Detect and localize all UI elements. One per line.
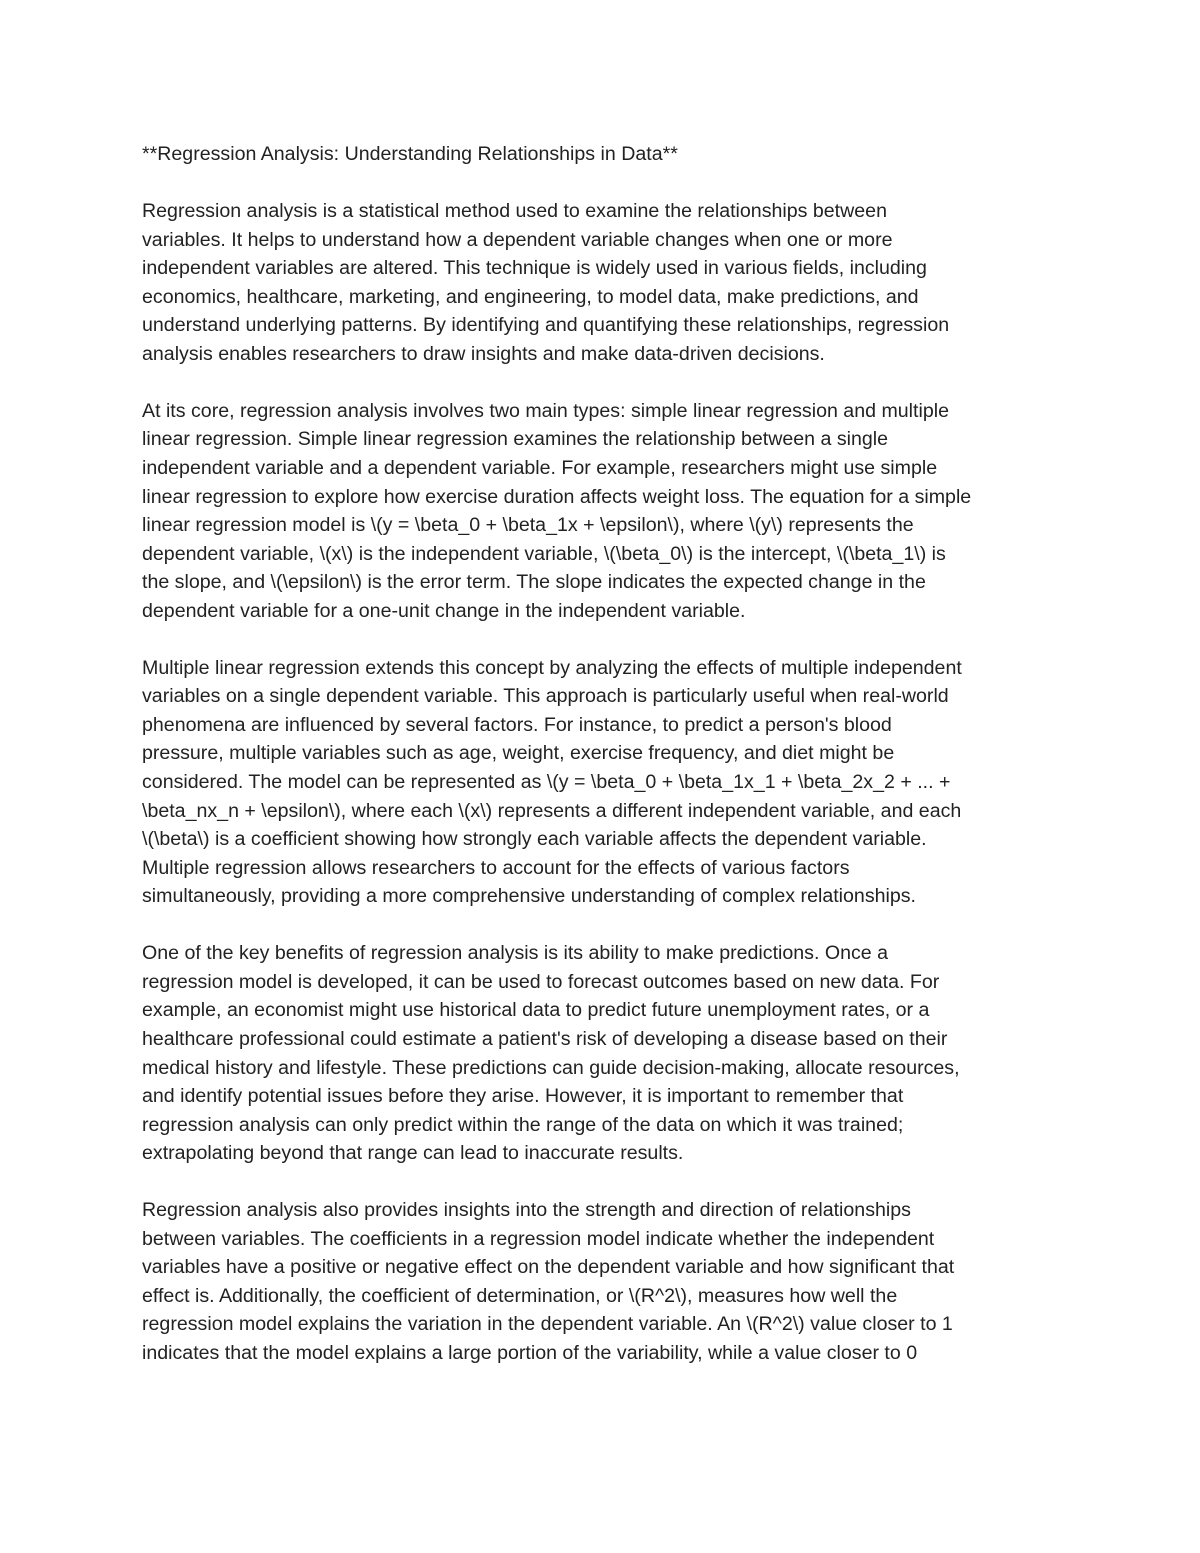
paragraph-multiple-regression xyxy=(142,654,1062,911)
text-line: effect is. Additionally, the coefficient of determination, or \(R^2\), measures how well the xyxy=(142,1284,898,1307)
paragraph-insights xyxy=(142,1196,1062,1367)
text-line: Multiple linear regression extends this concept by analyzing the effects of multiple independent xyxy=(142,656,962,679)
text-line: considered. The model can be represented as \(y = \beta_0 + \beta_1x_1 + \beta_2x_2 + ... + xyxy=(142,771,951,794)
text-line: variables have a positive or negative effect on the dependent variable and how significant that xyxy=(142,1256,955,1279)
text-line: example, an economist might use historical data to predict future unemployment rates, or a xyxy=(142,999,930,1022)
text-line: understand underlying patterns. By identifying and quantifying these relationships, regression xyxy=(142,314,950,337)
text-line: economics, healthcare, marketing, and engineering, to model data, make predictions, and xyxy=(142,285,919,308)
document-body xyxy=(142,140,1062,1396)
text-line: indicates that the model explains a large portion of the variability, while a value closer to 0 xyxy=(142,1341,918,1364)
text-line: simultaneously, providing a more comprehensive understanding of complex relationships. xyxy=(142,885,917,908)
text-line: linear regression. Simple linear regression examines the relationship between a single xyxy=(142,428,889,451)
paragraph-intro xyxy=(142,197,1062,368)
text-line: independent variable and a dependent variable. For example, researchers might use simple xyxy=(142,457,938,480)
text-line: Regression analysis is a statistical method used to examine the relationships between xyxy=(142,200,887,223)
text-line: analysis enables researchers to draw insights and make data-driven decisions. xyxy=(142,342,825,365)
text-line: \(\beta\) is a coefficient showing how strongly each variable affects the dependent variable. xyxy=(142,828,927,851)
text-line: healthcare professional could estimate a patient's risk of developing a disease based on their xyxy=(142,1027,948,1050)
text-line: linear regression model is \(y = \beta_0 + \beta_1x + \epsilon\), where \(y\) represents the xyxy=(142,514,914,537)
text-line: medical history and lifestyle. These predictions can guide decision-making, allocate resources, xyxy=(142,1056,960,1079)
text-line: the slope, and \(\epsilon\) is the error term. The slope indicates the expected change in the xyxy=(142,571,926,594)
text-line: dependent variable for a one-unit change in the independent variable. xyxy=(142,599,746,622)
text-line: At its core, regression analysis involves two main types: simple linear regression and multiple xyxy=(142,399,949,422)
text-line: regression model explains the variation in the dependent variable. An \(R^2\) value closer to 1 xyxy=(142,1313,953,1336)
text-line: dependent variable, \(x\) is the independent variable, \(\beta_0\) is the intercept, \(\beta_1\) is xyxy=(142,542,946,565)
text-line: \beta_nx_n + \epsilon\), where each \(x\) represents a different independent variable, and each xyxy=(142,799,962,822)
text-line: linear regression to explore how exercise duration affects weight loss. The equation for a simple xyxy=(142,485,972,508)
text-line: One of the key benefits of regression analysis is its ability to make predictions. Once a xyxy=(142,942,889,965)
text-line: Multiple regression allows researchers to account for the effects of various factors xyxy=(142,856,850,879)
text-line: variables. It helps to understand how a dependent variable changes when one or more xyxy=(142,228,893,251)
text-line: regression analysis can only predict within the range of the data on which it was trained; xyxy=(142,1113,904,1136)
text-line: variables on a single dependent variable. This approach is particularly useful when real-world xyxy=(142,685,949,708)
text-line: phenomena are influenced by several factors. For instance, to predict a person's blood xyxy=(142,713,892,736)
paragraph-simple-regression xyxy=(142,397,1062,625)
text-line: pressure, multiple variables such as age, weight, exercise frequency, and diet might be xyxy=(142,742,895,765)
text-line: between variables. The coefficients in a regression model indicate whether the independent xyxy=(142,1227,935,1250)
text-line: extrapolating beyond that range can lead to inaccurate results. xyxy=(142,1142,684,1165)
paragraph-predictions xyxy=(142,939,1062,1167)
text-line: regression model is developed, it can be used to forecast outcomes based on new data. For xyxy=(142,970,940,993)
text-line: Regression analysis also provides insights into the strength and direction of relationships xyxy=(142,1199,911,1222)
text-line: independent variables are altered. This technique is widely used in various fields, including xyxy=(142,257,927,280)
text-line: and identify potential issues before they arise. However, it is important to remember that xyxy=(142,1085,904,1108)
document-title: **Regression Analysis: Understanding Relationships in Data** xyxy=(142,143,678,165)
